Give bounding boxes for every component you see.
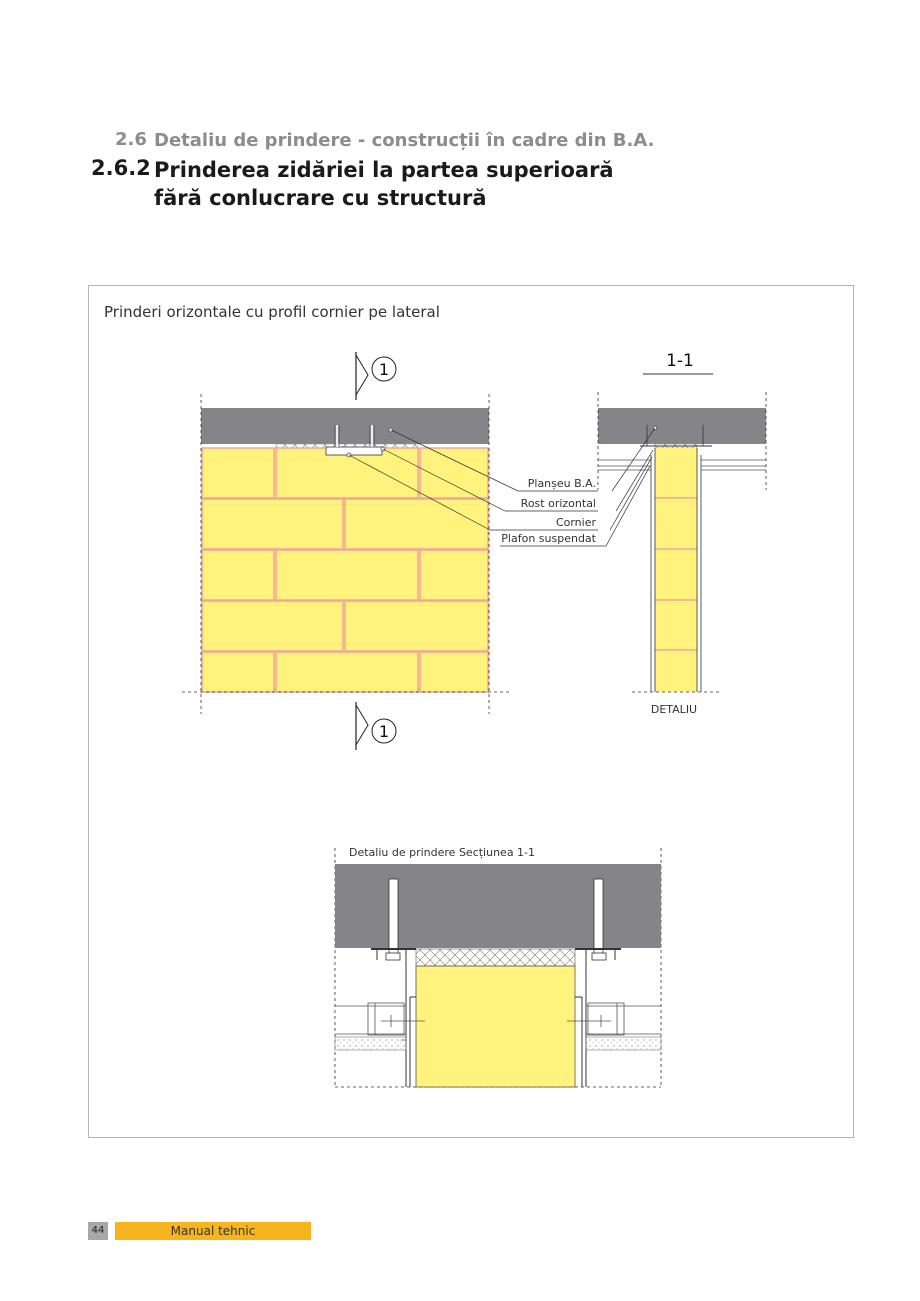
section-slab bbox=[598, 408, 766, 444]
elevation-view bbox=[182, 352, 598, 750]
detail-joint bbox=[416, 949, 575, 966]
subsection-number: 2.6.2 bbox=[91, 156, 151, 180]
label-plafon: Plafon suspendat bbox=[501, 532, 596, 545]
section-marker-top-label: 1 bbox=[378, 360, 390, 379]
footer-manual-label: Manual tehnic bbox=[115, 1222, 311, 1240]
detail-view bbox=[335, 846, 661, 1087]
label-plansev: Planșeu B.A. bbox=[527, 477, 596, 490]
ceiling-board-left bbox=[335, 1037, 406, 1050]
ceiling-board-right bbox=[586, 1037, 661, 1050]
detail-label: DETALIU bbox=[650, 703, 698, 716]
section-marker-top bbox=[356, 352, 396, 400]
section-title: Detaliu de prindere - construcții în cadre din B.A. bbox=[154, 130, 655, 151]
section-view-title: 1-1 bbox=[666, 351, 694, 371]
section-marker-bottom-label: 1 bbox=[378, 722, 390, 741]
cornier-plate bbox=[326, 447, 382, 455]
detail-wall bbox=[416, 966, 575, 1087]
section-view bbox=[598, 351, 766, 716]
figure-caption: Prinderi orizontale cu profil cornier pe lateral bbox=[104, 303, 440, 321]
detail-slab bbox=[335, 864, 661, 948]
label-cornier: Cornier bbox=[555, 516, 596, 529]
detail-title: Detaliu de prindere Secțiunea 1-1 bbox=[349, 846, 536, 859]
page-number: 44 bbox=[88, 1222, 108, 1240]
label-rost: Rost orizontal bbox=[520, 497, 596, 510]
concrete-slab bbox=[201, 408, 489, 444]
section-number: 2.6 bbox=[115, 129, 147, 150]
masonry-wall bbox=[201, 448, 489, 692]
subsection-title-line1: Prinderea zidăriei la partea superioară bbox=[154, 158, 614, 182]
section-wall bbox=[655, 448, 697, 692]
subsection-title-line2: fără conlucrare cu structură bbox=[154, 186, 487, 210]
section-marker-bottom bbox=[356, 702, 396, 750]
